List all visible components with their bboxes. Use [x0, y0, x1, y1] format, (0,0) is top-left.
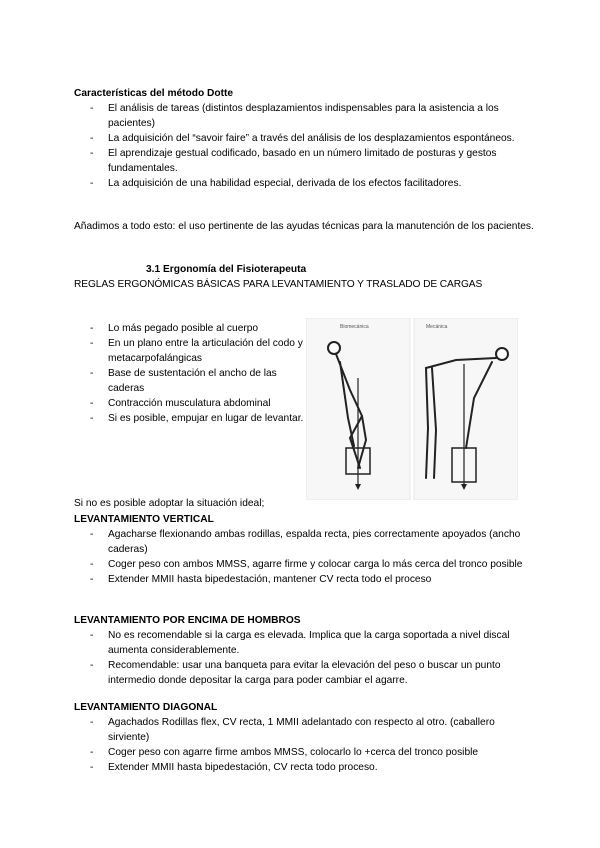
rules-list: [74, 321, 304, 426]
list-item: - Extender MMII hasta bipedestación, mantener CV recta todo el proceso: [74, 572, 534, 587]
list-item: - En un plano entre la articulación del codo y metacarpofalángicas: [74, 336, 304, 366]
left-caption: Biomecánica: [340, 324, 369, 330]
lifting-diagram: [306, 318, 518, 500]
list-item: - La adquisición de una habilidad especial, derivada de los efectos facilitadores.: [74, 176, 534, 191]
list-item: - Lo más pegado posible al cuerpo: [74, 321, 304, 336]
list-item: - Extender MMII hasta bipedestación, CV recta todo proceso.: [74, 760, 534, 775]
list-item: - Coger peso con ambos MMSS, agarre firme y colocar carga lo más cerca del tronco posible: [74, 557, 534, 572]
list-item: - Contracción musculatura abdominal: [74, 396, 304, 411]
list-item: - Si es posible, empujar en lugar de levantar.: [74, 411, 304, 426]
diagonal-section: [74, 700, 534, 775]
section-heading: 3.1 Ergonomía del Fisioterapeuta: [146, 264, 307, 275]
diagonal-title: LEVANTAMIENTO DIAGONAL: [74, 702, 218, 713]
rules-section: [74, 321, 304, 426]
vertical-title: LEVANTAMIENTO VERTICAL: [74, 514, 214, 525]
list-item: - No es recomendable si la carga es elevada. Implica que la carga soportada a nivel discal aumenta considerablemente.: [74, 628, 534, 658]
list-item: - El análisis de tareas (distintos desplazamientos indispensables para la asistencia a los pacientes): [74, 101, 534, 131]
dotte-section: [74, 86, 534, 191]
section-subheading: REGLAS ERGONÓMICAS BÁSICAS PARA LEVANTAMIENTO Y TRASLADO DE CARGAS: [74, 279, 483, 290]
vertical-list: [74, 527, 534, 587]
right-caption: Mecánica: [426, 324, 448, 330]
list-item: - Base de sustentación el ancho de las caderas: [74, 366, 304, 396]
hombros-title: LEVANTAMIENTO POR ENCIMA DE HOMBROS: [74, 615, 301, 626]
list-item: - Agacharse flexionando ambas rodillas, espalda recta, pies correctamente apoyados (ancho caderas): [74, 527, 534, 557]
list-item: - Agachados Rodillas flex, CV recta, 1 MMII adelantado con respecto al otro. (caballero sirviente): [74, 715, 534, 745]
vertical-section: [74, 512, 534, 587]
lifting-illustration: [306, 318, 518, 500]
list-item: - Coger peso con agarre firme ambos MMSS, colocarlo lo +cerca del tronco posible: [74, 745, 534, 760]
hombros-list: [74, 628, 534, 688]
list-item: - Recomendable: usar una banqueta para evitar la elevación del peso o buscar un punto intermedio donde depositar la carga para poder cambiar el agarre.: [74, 658, 534, 688]
dotte-note: Añadimos a todo esto: el uso pertinente de las ayudas técnicas para la manutención de los pacientes.: [74, 221, 534, 232]
list-item: - La adquisición del “savoir faire” a través del análisis de los desplazamientos espontáneos.: [74, 131, 534, 146]
list-item: - El aprendizaje gestual codificado, basado en un número limitado de posturas y gestos fundamentales.: [74, 146, 534, 176]
diagonal-list: [74, 715, 534, 775]
hombros-section: [74, 613, 534, 688]
intro-ideal: Si no es posible adoptar la situación ideal;: [74, 498, 265, 509]
dotte-title: Características del método Dotte: [74, 88, 234, 99]
dotte-list: [74, 101, 534, 191]
